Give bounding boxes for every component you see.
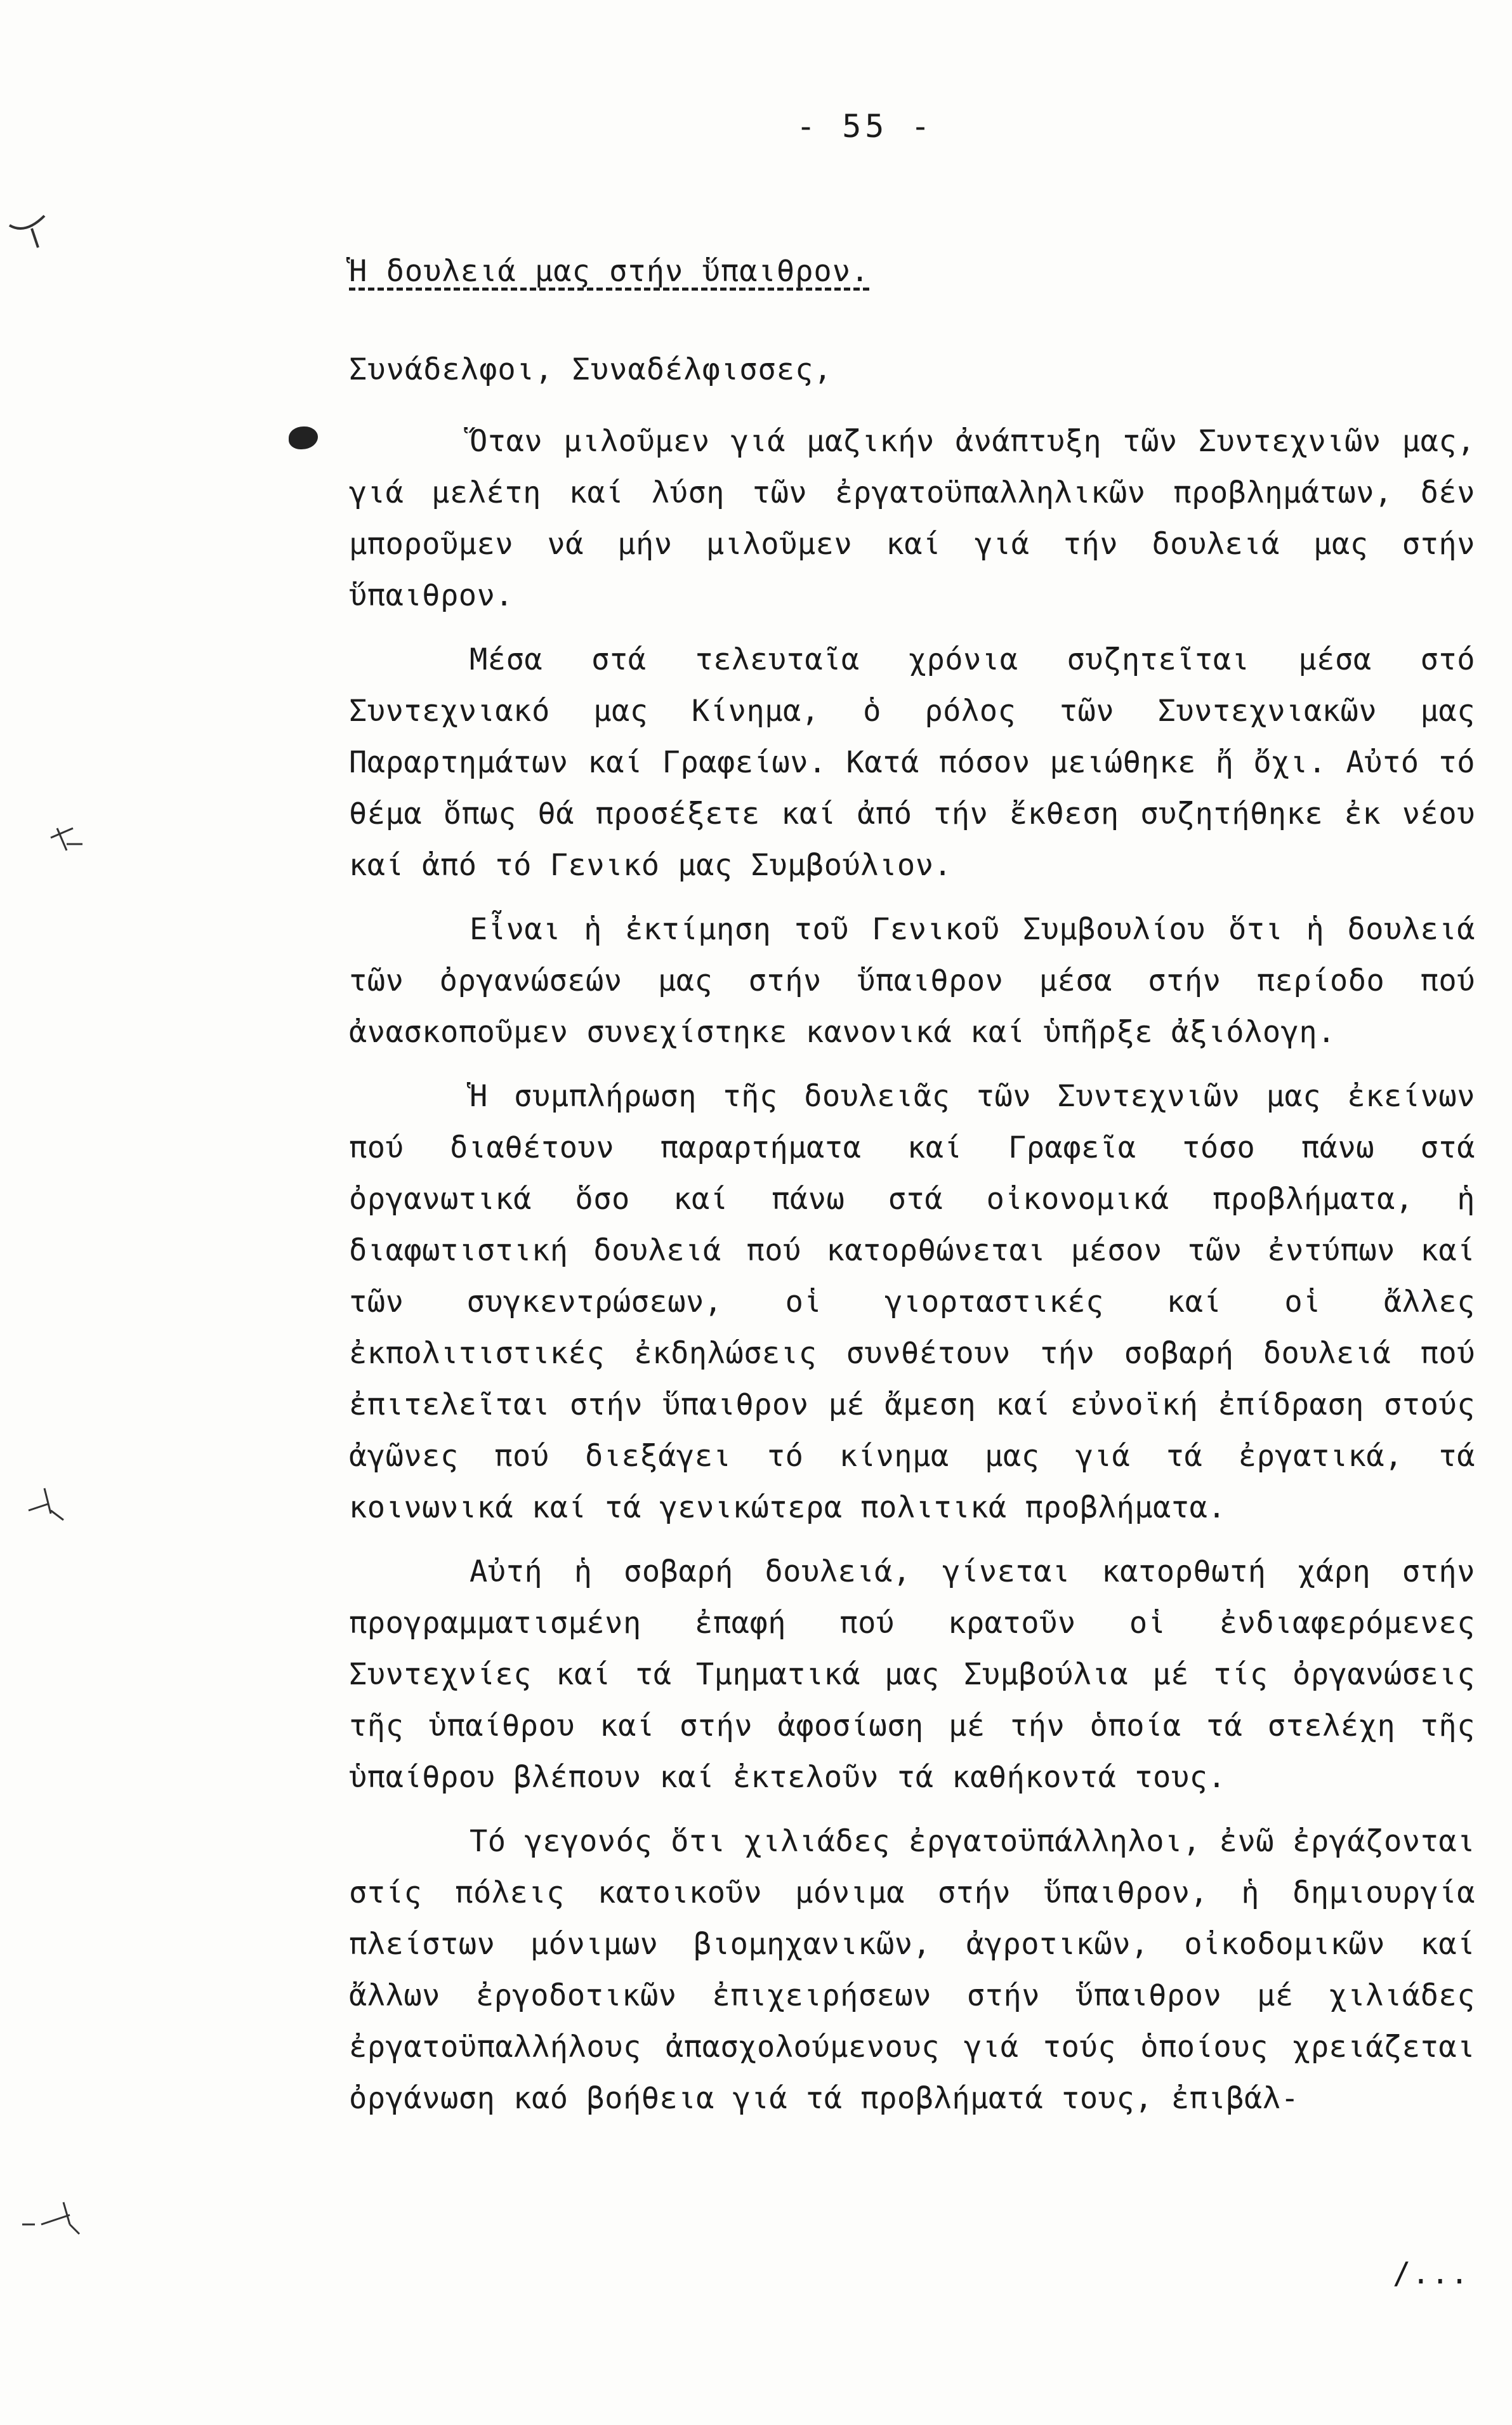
body-text — [349, 416, 1475, 2137]
margin-pen-mark — [25, 1485, 70, 1523]
paragraph: Ὅταν μιλοῦμεν γιά μαζικήν ἀνάπτυξη τῶν Συντεχνιῶν μας, γιά μελέτη καί λύση τῶν ἐργατοϋπαλληλικῶν προβλημάτων, δέν μποροῦμεν νά μήν μιλοῦμεν καί γιά τήν δουλειά μας στήν ὕπαιθρον. — [349, 424, 1475, 613]
paragraph: Μέσα στά τελευταῖα χρόνια συζητεῖται μέσα στό Συντεχνιακό μας Κίνημα, ὁ ρόλος τῶν Συντεχνιακῶν μας Παραρτημάτων καί Γραφείων. Κατά πόσον μειώθηκε ἤ ὄχι. Αὐτό τό θέμα ὅπως θά προσέξετε καί ἀπό τήν ἔκθεση συζητήθηκε ἐκ νέου καί ἀπό τό Γενικό μας Συμβούλιον. — [349, 642, 1475, 883]
margin-pen-mark — [19, 2196, 82, 2240]
paragraph: Εἶναι ἡ ἐκτίμηση τοῦ Γενικοῦ Συμβουλίου ὅτι ἡ δουλειά τῶν ὀργανώσεών μας στήν ὕπαιθρον μέσα στήν περίοδο πού ἀνασκοποῦμεν συνεχίστηκε κανονικά καί ὑπῆρξε ἀξιόλογη. — [349, 912, 1475, 1050]
paragraph: Ἡ συμπλήρωση τῆς δουλειᾶς τῶν Συντεχνιῶν μας ἐκείνων πού διαθέτουν παραρτήματα καί Γραφεῖα τόσο πάνω στά ὀργανωτικά ὅσο καί πάνω στά οἰκονομικά προβλήματα, ἡ διαφωτιστική δουλειά πού κατορθώνεται μέσον τῶν ἐντύπων καί τῶν συγκεντρώσεων, οἱ γιορταστικές καί οἱ ἄλλες ἐκπολιτιστικές ἐκδηλώσεις συνθέτουν τήν σοβαρή δουλειά πού ἐπιτελεῖται στήν ὕπαιθρον μέ ἄμεση καί εὐνοϊκή ἐπίδραση στούς ἀγῶνες πού διεξάγει τό κίνημα μας γιά τά ἐργατικά, τά κοινωνικά καί τά γενικώτερα πολιτικά προβλήματα. — [349, 1079, 1475, 1525]
margin-pen-mark — [6, 203, 63, 254]
continuation-mark: /... — [1393, 2256, 1470, 2291]
section-heading: Ἡ δουλειά μας στήν ὕπαιθρον. — [349, 254, 870, 289]
ink-blot-mark — [289, 426, 318, 449]
margin-pen-mark — [48, 825, 86, 857]
page-number: - 55 - — [796, 108, 934, 145]
salutation: Συνάδελφοι, Συναδέλφισσες, — [349, 352, 832, 387]
paragraph: Τό γεγονός ὅτι χιλιάδες ἐργατοϋπάλληλοι, ἐνῶ ἐργάζονται στίς πόλεις κατοικοῦν μόνιμα στήν ὕπαιθρον, ἡ δημιουργία πλείστων μόνιμων βιομηχανικῶν, ἀγροτικῶν, οἰκοδομικῶν καί ἄλλων ἐργοδοτικῶν ἐπιχειρήσεων στήν ὕπαιθρον μέ χιλιάδες ἐργατοϋπαλλήλους ἀπασχολούμενους γιά τούς ὁποίους χρειάζεται ὀργάνωση καό βοήθεια γιά τά προβλήματά τους, ἐπιβάλ- — [349, 1824, 1475, 2116]
paragraph: Αὐτή ἡ σοβαρή δουλειά, γίνεται κατορθωτή χάρη στήν προγραμματισμένη ἐπαφή πού κρατοῦν οἱ ἐνδιαφερόμενες Συντεχνίες καί τά Τμηματικά μας Συμβούλια μέ τίς ὀργανώσεις τῆς ὑπαίθρου καί στήν ἀφοσίωση μέ τήν ὁποία τά στελέχη τῆς ὑπαίθρου βλέπουν καί ἐκτελοῦν τά καθήκοντά τους. — [349, 1554, 1475, 1795]
